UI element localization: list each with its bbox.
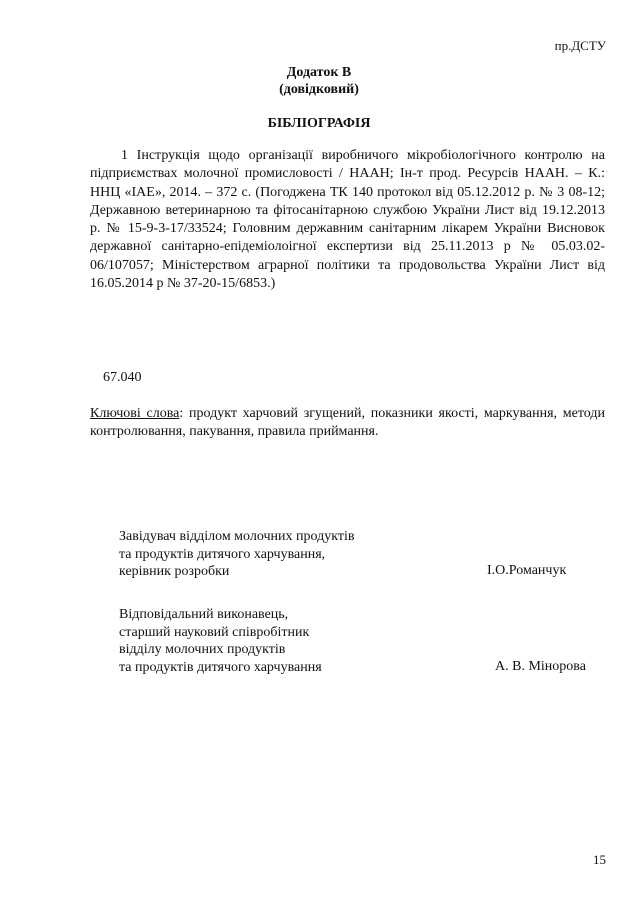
bibliography-heading: БІБЛІОГРАФІЯ bbox=[267, 116, 371, 131]
signature-line: керівник розробки bbox=[119, 564, 230, 579]
signature-line: та продуктів дитячого харчування, bbox=[119, 546, 326, 562]
keywords-paragraph bbox=[90, 405, 605, 442]
signature-line: старший науковий співробітник bbox=[119, 624, 310, 640]
signature-line: та продуктів дитячого харчування bbox=[119, 659, 322, 675]
signature-line: Завідувач відділом молочних продуктів bbox=[119, 529, 355, 544]
classification-code: 67.040 bbox=[103, 370, 142, 385]
annex-title: Додаток В bbox=[286, 65, 352, 80]
keywords-separator: : bbox=[179, 406, 184, 421]
signature-name-executor: А. В. Мінорова bbox=[495, 659, 586, 674]
signature-name-head: І.О.Романчук bbox=[487, 563, 567, 578]
bibliography-entry: 1 Інструкція щодо організації виробничого мікробіологічного контролю на підприємствах молочної промисловості / НААН; Ін-т прод. Ресурсів НААН. – К.: ННЦ «ІАЕ», 2014. – 372 с. (Погоджена ТК 140 протокол від 05.12.2012 р. № 3 08-12; Державною ветеринарною та фітосанітарною службою України Лист від 19.12.2013 р. № 15-9-3-17/33524; Головним державним санітарним лікарем України Висновок державної санітарно-епідеміолоігної експертизи від 25.11.2013 р № 05.03.02-06/107057; Міністерством аграрної політики та продовольства України Лист від 16.05.2014 р № 37-20-15/6853.) bbox=[90, 148, 605, 292]
keywords-text: продукт харчовий згущений, показники якості, маркування, методи контролювання, пакування, правила приймання. bbox=[90, 406, 605, 440]
keywords-label: Ключові слова bbox=[90, 406, 180, 421]
signature-block-executor bbox=[119, 606, 322, 676]
signature-block-head bbox=[119, 528, 354, 581]
signature-line: відділу молочних продуктів bbox=[119, 642, 286, 657]
page-number: 15 bbox=[593, 852, 606, 867]
annex-subtitle: (довідковий) bbox=[279, 82, 359, 97]
document-reference: пр.ДСТУ bbox=[554, 38, 606, 53]
signature-line: Відповідальний виконавець, bbox=[119, 607, 289, 622]
